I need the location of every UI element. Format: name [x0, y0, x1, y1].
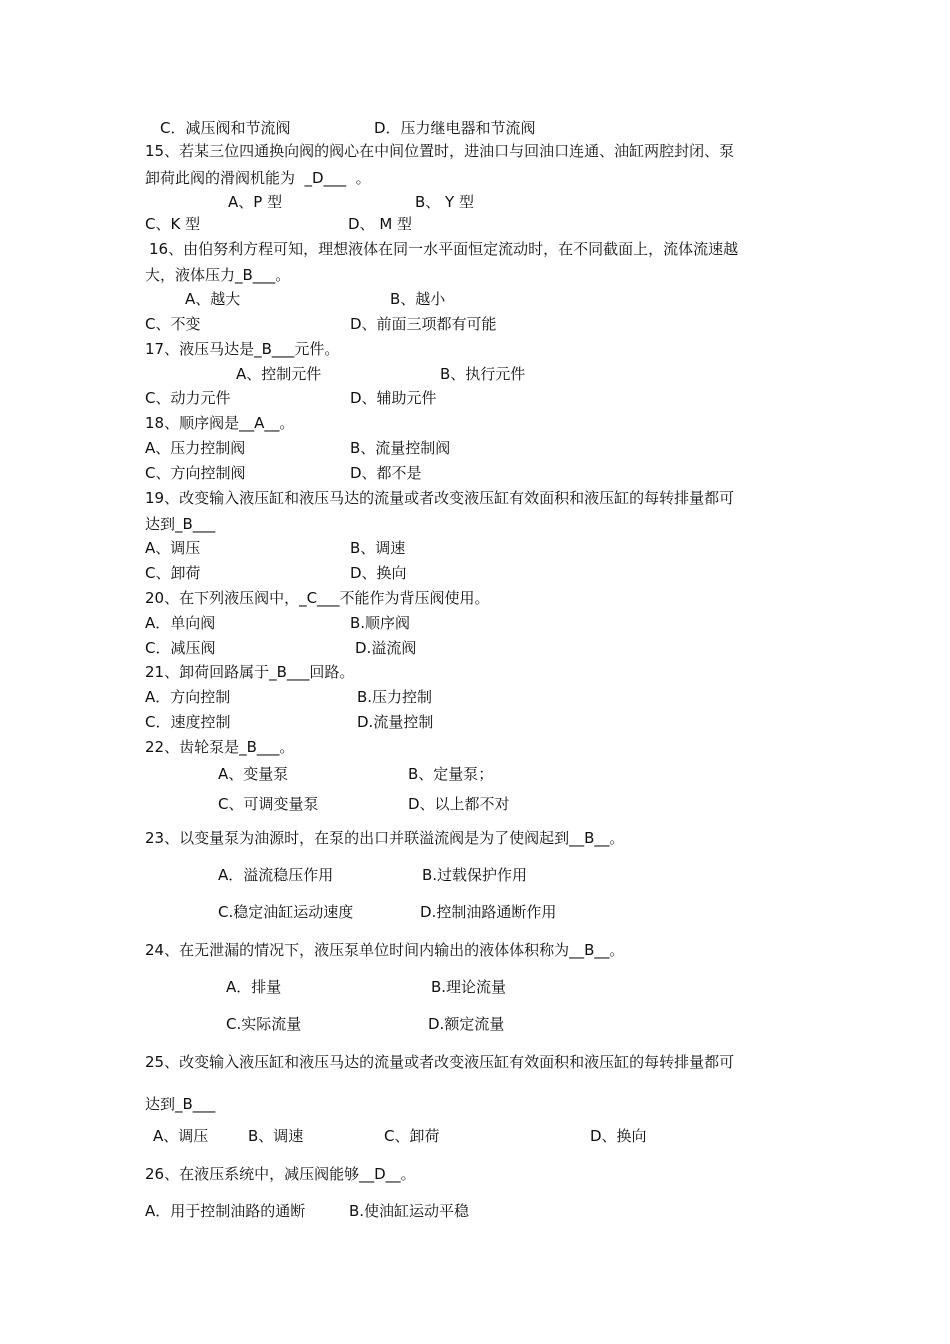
text-line: 达到_B___ [145, 1095, 216, 1113]
text-line: 22、齿轮泵是_B___。 [145, 738, 295, 756]
text-line: 卸荷此阀的滑阀机能为 _D___ 。 [145, 169, 371, 187]
option-text: B.顺序阀 [350, 614, 411, 632]
option-text: D.溢流阀 [355, 639, 417, 657]
option-text: B、 Y 型 [415, 193, 474, 211]
text-line: 24、在无泄漏的情况下，液压泵单位时间内输出的液体体积称为__B__。 [145, 941, 625, 959]
option-text: B.过载保护作用 [422, 866, 528, 884]
text-line: 16、由伯努利方程可知，理想液体在同一水平面恒定流动时，在不同截面上，流体流速越 [149, 240, 739, 258]
text-line: A．单向阀 [145, 614, 216, 632]
text-line: C.稳定油缸运动速度 [218, 903, 354, 921]
text-line: 23、以变量泵为油源时，在泵的出口并联溢流阀是为了使阀起到__B__。 [145, 829, 625, 847]
option-text: D、 M 型 [348, 215, 413, 233]
text-line: A、调压 [145, 539, 201, 557]
option-text: B、越小 [390, 290, 446, 308]
option-text: D、以上都不对 [408, 795, 510, 813]
option-text: C、卸荷 [384, 1127, 440, 1145]
text-line: A、压力控制阀 [145, 439, 246, 457]
text-line: A．方向控制 [145, 688, 231, 706]
option-text: B.理论流量 [431, 978, 507, 996]
text-line: 25、改变输入液压缸和液压马达的流量或者改变液压缸有效面积和液压缸的每转排量都可 [145, 1053, 735, 1071]
option-text: D、换向 [350, 564, 407, 582]
text-line: A、控制元件 [236, 365, 322, 383]
text-line: 17、液压马达是_B___元件。 [145, 340, 340, 358]
text-line: A、越大 [185, 290, 241, 308]
text-line: A．溢流稳压作用 [218, 866, 334, 884]
option-text: D．压力继电器和节流阀 [374, 119, 536, 137]
option-text: D、都不是 [350, 464, 422, 482]
text-line: A．排量 [226, 978, 282, 996]
option-text: D、换向 [590, 1127, 647, 1145]
text-line: C、卸荷 [145, 564, 201, 582]
text-line: C.实际流量 [226, 1015, 302, 1033]
text-line: A、变量泵 [218, 765, 289, 783]
text-line: C．速度控制 [145, 713, 231, 731]
text-line: C、可调变量泵 [218, 795, 319, 813]
option-text: D.控制油路通断作用 [420, 903, 557, 921]
option-text: B、调速 [248, 1127, 304, 1145]
option-text: B.压力控制 [357, 688, 433, 706]
option-text: B.使油缸运动平稳 [349, 1202, 470, 1220]
text-line: 21、卸荷回路属于_B___回路。 [145, 663, 355, 681]
option-text: D.额定流量 [428, 1015, 505, 1033]
text-line: 15、若某三位四通换向阀的阀心在中间位置时，进油口与回油口连通、油缸两腔封闭、泵 [145, 142, 735, 160]
text-line: C．减压阀 [145, 639, 216, 657]
text-line: 20、在下列液压阀中，_C___不能作为背压阀使用。 [145, 589, 490, 607]
text-line: C、K 型 [145, 215, 201, 233]
text-line: C、方向控制阀 [145, 464, 246, 482]
option-text: D、前面三项都有可能 [350, 315, 497, 333]
text-line: 大，液体压力_B___。 [145, 266, 291, 284]
text-line: A、调压 [153, 1127, 209, 1145]
text-line: C、不变 [145, 315, 201, 333]
text-line: C．减压阀和节流阀 [160, 119, 291, 137]
text-line: 达到_B___ [145, 515, 216, 533]
option-text: D.流量控制 [357, 713, 434, 731]
option-text: D、辅助元件 [350, 389, 437, 407]
option-text: B、执行元件 [440, 365, 526, 383]
text-line: A、P 型 [228, 193, 283, 211]
text-line: 18、顺序阀是__A__。 [145, 414, 295, 432]
option-text: B、调速 [350, 539, 406, 557]
text-line: 26、在液压系统中，减压阀能够__D__。 [145, 1165, 416, 1183]
text-line: 19、改变输入液压缸和液压马达的流量或者改变液压缸有效面积和液压缸的每转排量都可 [145, 489, 735, 507]
text-line: A．用于控制油路的通断 [145, 1202, 306, 1220]
option-text: B、流量控制阀 [350, 439, 451, 457]
option-text: B、定量泵； [408, 765, 494, 783]
text-line: C、动力元件 [145, 389, 231, 407]
